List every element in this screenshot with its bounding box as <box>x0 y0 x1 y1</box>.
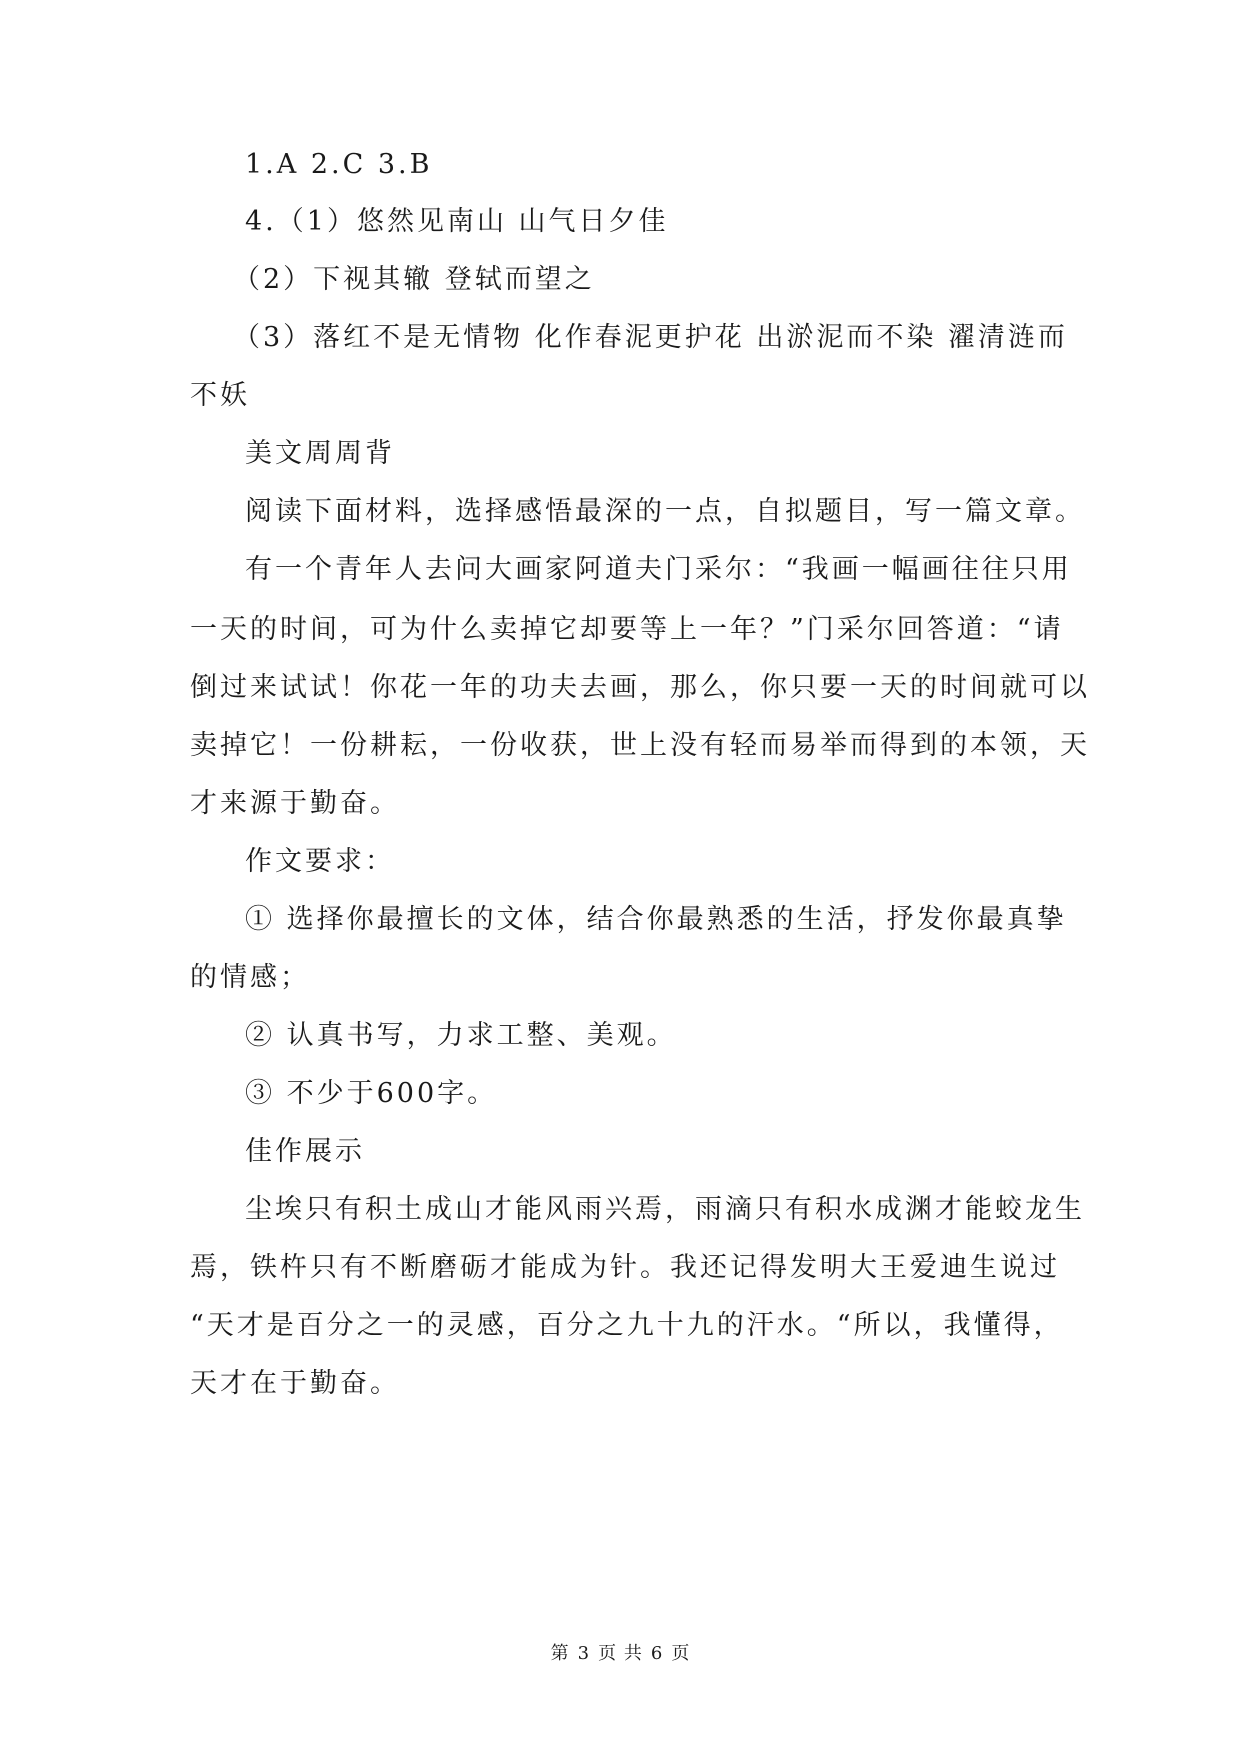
requirement-item-1: ① 选择你最擅长的文体，结合你最熟悉的生活，抒发你最真挚 <box>245 904 1067 935</box>
answer-q4-part1: 4.（1）悠然见南山 山气日夕佳 <box>245 206 669 237</box>
footer-suffix: 页 <box>671 1643 691 1664</box>
footer-middle: 页 共 <box>598 1643 643 1664</box>
requirement-item-2: ② 认真书写，力求工整、美观。 <box>245 1020 677 1051</box>
footer-prefix: 第 <box>550 1643 570 1664</box>
material-line: 有一个青年人去问大画家阿道夫门采尔：“我画一幅画往往只用 <box>245 554 1072 585</box>
answer-q4-part3-line2: 不妖 <box>190 380 250 411</box>
answer-q4-part2: （2）下视其辙 登轼而望之 <box>233 264 595 295</box>
answer-multiple-choice: 1.A 2.C 3.B <box>245 149 433 180</box>
prompt-instruction: 阅读下面材料，选择感悟最深的一点，自拟题目，写一篇文章。 <box>245 496 1085 527</box>
section-title: 美文周周背 <box>245 438 395 469</box>
material-line: 一天的时间，可为什么卖掉它却要等上一年？”门采尔回答道：“请 <box>190 614 1064 645</box>
requirements-title: 作文要求： <box>245 846 395 877</box>
total-page-number: 6 <box>650 1643 664 1664</box>
current-page-number: 3 <box>577 1643 591 1664</box>
material-line: 才来源于勤奋。 <box>190 788 400 819</box>
showcase-title: 佳作展示 <box>245 1136 365 1167</box>
showcase-line: “天才是百分之一的灵感，百分之九十九的汗水。“所以，我懂得， <box>190 1310 1064 1341</box>
showcase-line: 天才在于勤奋。 <box>190 1368 400 1399</box>
answer-q4-part3-line1: （3）落红不是无情物 化作春泥更护花 出淤泥而不染 濯清涟而 <box>233 322 1068 353</box>
requirement-item-1-continued: 的情感； <box>190 962 310 993</box>
material-line: 卖掉它！一份耕耘，一份收获，世上没有轻而易举而得到的本领，天 <box>190 730 1090 761</box>
showcase-line: 尘埃只有积土成山才能风雨兴焉，雨滴只有积水成渊才能蛟龙生 <box>245 1194 1085 1225</box>
requirement-item-3: ③ 不少于600字。 <box>245 1078 498 1109</box>
page-footer <box>0 1639 1241 1665</box>
showcase-line: 焉，铁杵只有不断磨砺才能成为针。我还记得发明大王爱迪生说过 <box>190 1252 1060 1283</box>
material-line: 倒过来试试！你花一年的功夫去画，那么，你只要一天的时间就可以 <box>190 672 1090 703</box>
